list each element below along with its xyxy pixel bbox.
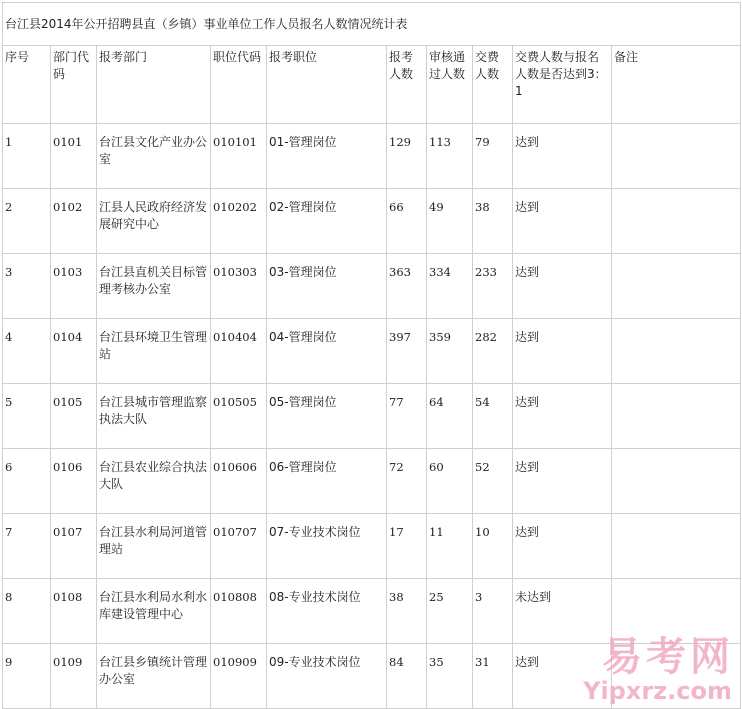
cell-approved: 113 [427, 124, 473, 189]
cell-dept: 台江县水利局水利水库建设管理中心 [97, 579, 211, 644]
cell-applied: 77 [387, 384, 427, 449]
cell-ratio: 达到 [513, 514, 612, 579]
cell-seq: 3 [3, 254, 51, 319]
cell-dept-code: 0108 [51, 579, 97, 644]
cell-pos-code: 010505 [211, 384, 267, 449]
table-row [3, 514, 741, 579]
table-row [3, 644, 741, 709]
cell-dept-code: 0109 [51, 644, 97, 709]
cell-dept-code: 0103 [51, 254, 97, 319]
cell-ratio: 未达到 [513, 579, 612, 644]
watermark-logo: 易考网 [602, 634, 734, 680]
cell-approved: 64 [427, 384, 473, 449]
cell-pos-code: 010404 [211, 319, 267, 384]
header-pos-code: 职位代码 [211, 46, 267, 124]
cell-dept: 台江县文化产业办公室 [97, 124, 211, 189]
cell-paid: 52 [473, 449, 513, 514]
cell-dept-code: 0107 [51, 514, 97, 579]
cell-paid: 31 [473, 644, 513, 709]
cell-seq: 9 [3, 644, 51, 709]
cell-paid: 54 [473, 384, 513, 449]
cell-dept-code: 0106 [51, 449, 97, 514]
cell-position: 06-管理岗位 [267, 449, 387, 514]
statistics-sheet [2, 2, 740, 709]
cell-position: 01-管理岗位 [267, 124, 387, 189]
cell-dept: 江县人民政府经济发展研究中心 [97, 189, 211, 254]
cell-paid: 3 [473, 579, 513, 644]
cell-remarks [612, 579, 741, 644]
header-dept: 报考部门 [97, 46, 211, 124]
header-approved: 审核通过人数 [427, 46, 473, 124]
cell-applied: 72 [387, 449, 427, 514]
header-dept-code: 部门代码 [51, 46, 97, 124]
cell-dept: 台江县乡镇统计管理办公室 [97, 644, 211, 709]
cell-remarks [612, 189, 741, 254]
table-title: 台江县2014年公开招聘县直（乡镇）事业单位工作人员报名人数情况统计表 [3, 3, 741, 46]
cell-ratio: 达到 [513, 319, 612, 384]
cell-pos-code: 010101 [211, 124, 267, 189]
cell-approved: 60 [427, 449, 473, 514]
cell-paid: 79 [473, 124, 513, 189]
cell-seq: 8 [3, 579, 51, 644]
cell-position: 03-管理岗位 [267, 254, 387, 319]
table-row [3, 124, 741, 189]
cell-position: 05-管理岗位 [267, 384, 387, 449]
cell-ratio: 达到 [513, 384, 612, 449]
cell-applied: 363 [387, 254, 427, 319]
cell-remarks [612, 254, 741, 319]
cell-pos-code: 010909 [211, 644, 267, 709]
cell-pos-code: 010606 [211, 449, 267, 514]
cell-ratio: 达到 [513, 449, 612, 514]
cell-pos-code: 010808 [211, 579, 267, 644]
cell-seq: 5 [3, 384, 51, 449]
cell-remarks [612, 124, 741, 189]
header-row [3, 46, 741, 124]
cell-applied: 397 [387, 319, 427, 384]
cell-remarks [612, 449, 741, 514]
header-paid: 交费人数 [473, 46, 513, 124]
cell-position: 02-管理岗位 [267, 189, 387, 254]
cell-seq: 2 [3, 189, 51, 254]
table-row [3, 189, 741, 254]
cell-position: 04-管理岗位 [267, 319, 387, 384]
cell-ratio: 达到 [513, 189, 612, 254]
header-position: 报考职位 [267, 46, 387, 124]
cell-dept-code: 0104 [51, 319, 97, 384]
table-row [3, 319, 741, 384]
cell-approved: 359 [427, 319, 473, 384]
cell-paid: 233 [473, 254, 513, 319]
title-row [3, 3, 741, 46]
cell-remarks [612, 384, 741, 449]
registration-table [2, 2, 741, 709]
header-ratio: 交费人数与报名人数是否达到3：1 [513, 46, 612, 124]
cell-pos-code: 010202 [211, 189, 267, 254]
table-row [3, 449, 741, 514]
cell-dept: 台江县城市管理监察执法大队 [97, 384, 211, 449]
table-row [3, 254, 741, 319]
cell-seq: 1 [3, 124, 51, 189]
cell-ratio: 达到 [513, 644, 612, 709]
cell-applied: 38 [387, 579, 427, 644]
watermark-url: Yipxrz.com [583, 677, 732, 705]
cell-remarks [612, 514, 741, 579]
cell-dept: 台江县环境卫生管理站 [97, 319, 211, 384]
cell-applied: 84 [387, 644, 427, 709]
cell-dept-code: 0101 [51, 124, 97, 189]
cell-dept: 台江县直机关目标管理考核办公室 [97, 254, 211, 319]
cell-applied: 129 [387, 124, 427, 189]
cell-applied: 17 [387, 514, 427, 579]
header-seq: 序号 [3, 46, 51, 124]
cell-position: 08-专业技术岗位 [267, 579, 387, 644]
cell-remarks [612, 644, 741, 709]
header-remarks: 备注 [612, 46, 741, 124]
cell-pos-code: 010707 [211, 514, 267, 579]
cell-position: 07-专业技术岗位 [267, 514, 387, 579]
cell-approved: 35 [427, 644, 473, 709]
cell-remarks [612, 319, 741, 384]
cell-pos-code: 010303 [211, 254, 267, 319]
table-row [3, 579, 741, 644]
cell-approved: 25 [427, 579, 473, 644]
cell-dept: 台江县水利局河道管理站 [97, 514, 211, 579]
cell-dept-code: 0102 [51, 189, 97, 254]
cell-approved: 334 [427, 254, 473, 319]
cell-approved: 49 [427, 189, 473, 254]
cell-seq: 7 [3, 514, 51, 579]
cell-seq: 4 [3, 319, 51, 384]
cell-dept-code: 0105 [51, 384, 97, 449]
cell-paid: 282 [473, 319, 513, 384]
cell-paid: 38 [473, 189, 513, 254]
cell-paid: 10 [473, 514, 513, 579]
cell-seq: 6 [3, 449, 51, 514]
cell-dept: 台江县农业综合执法大队 [97, 449, 211, 514]
cell-applied: 66 [387, 189, 427, 254]
cell-position: 09-专业技术岗位 [267, 644, 387, 709]
cell-approved: 11 [427, 514, 473, 579]
table-row [3, 384, 741, 449]
cell-ratio: 达到 [513, 124, 612, 189]
cell-ratio: 达到 [513, 254, 612, 319]
header-applied: 报考人数 [387, 46, 427, 124]
